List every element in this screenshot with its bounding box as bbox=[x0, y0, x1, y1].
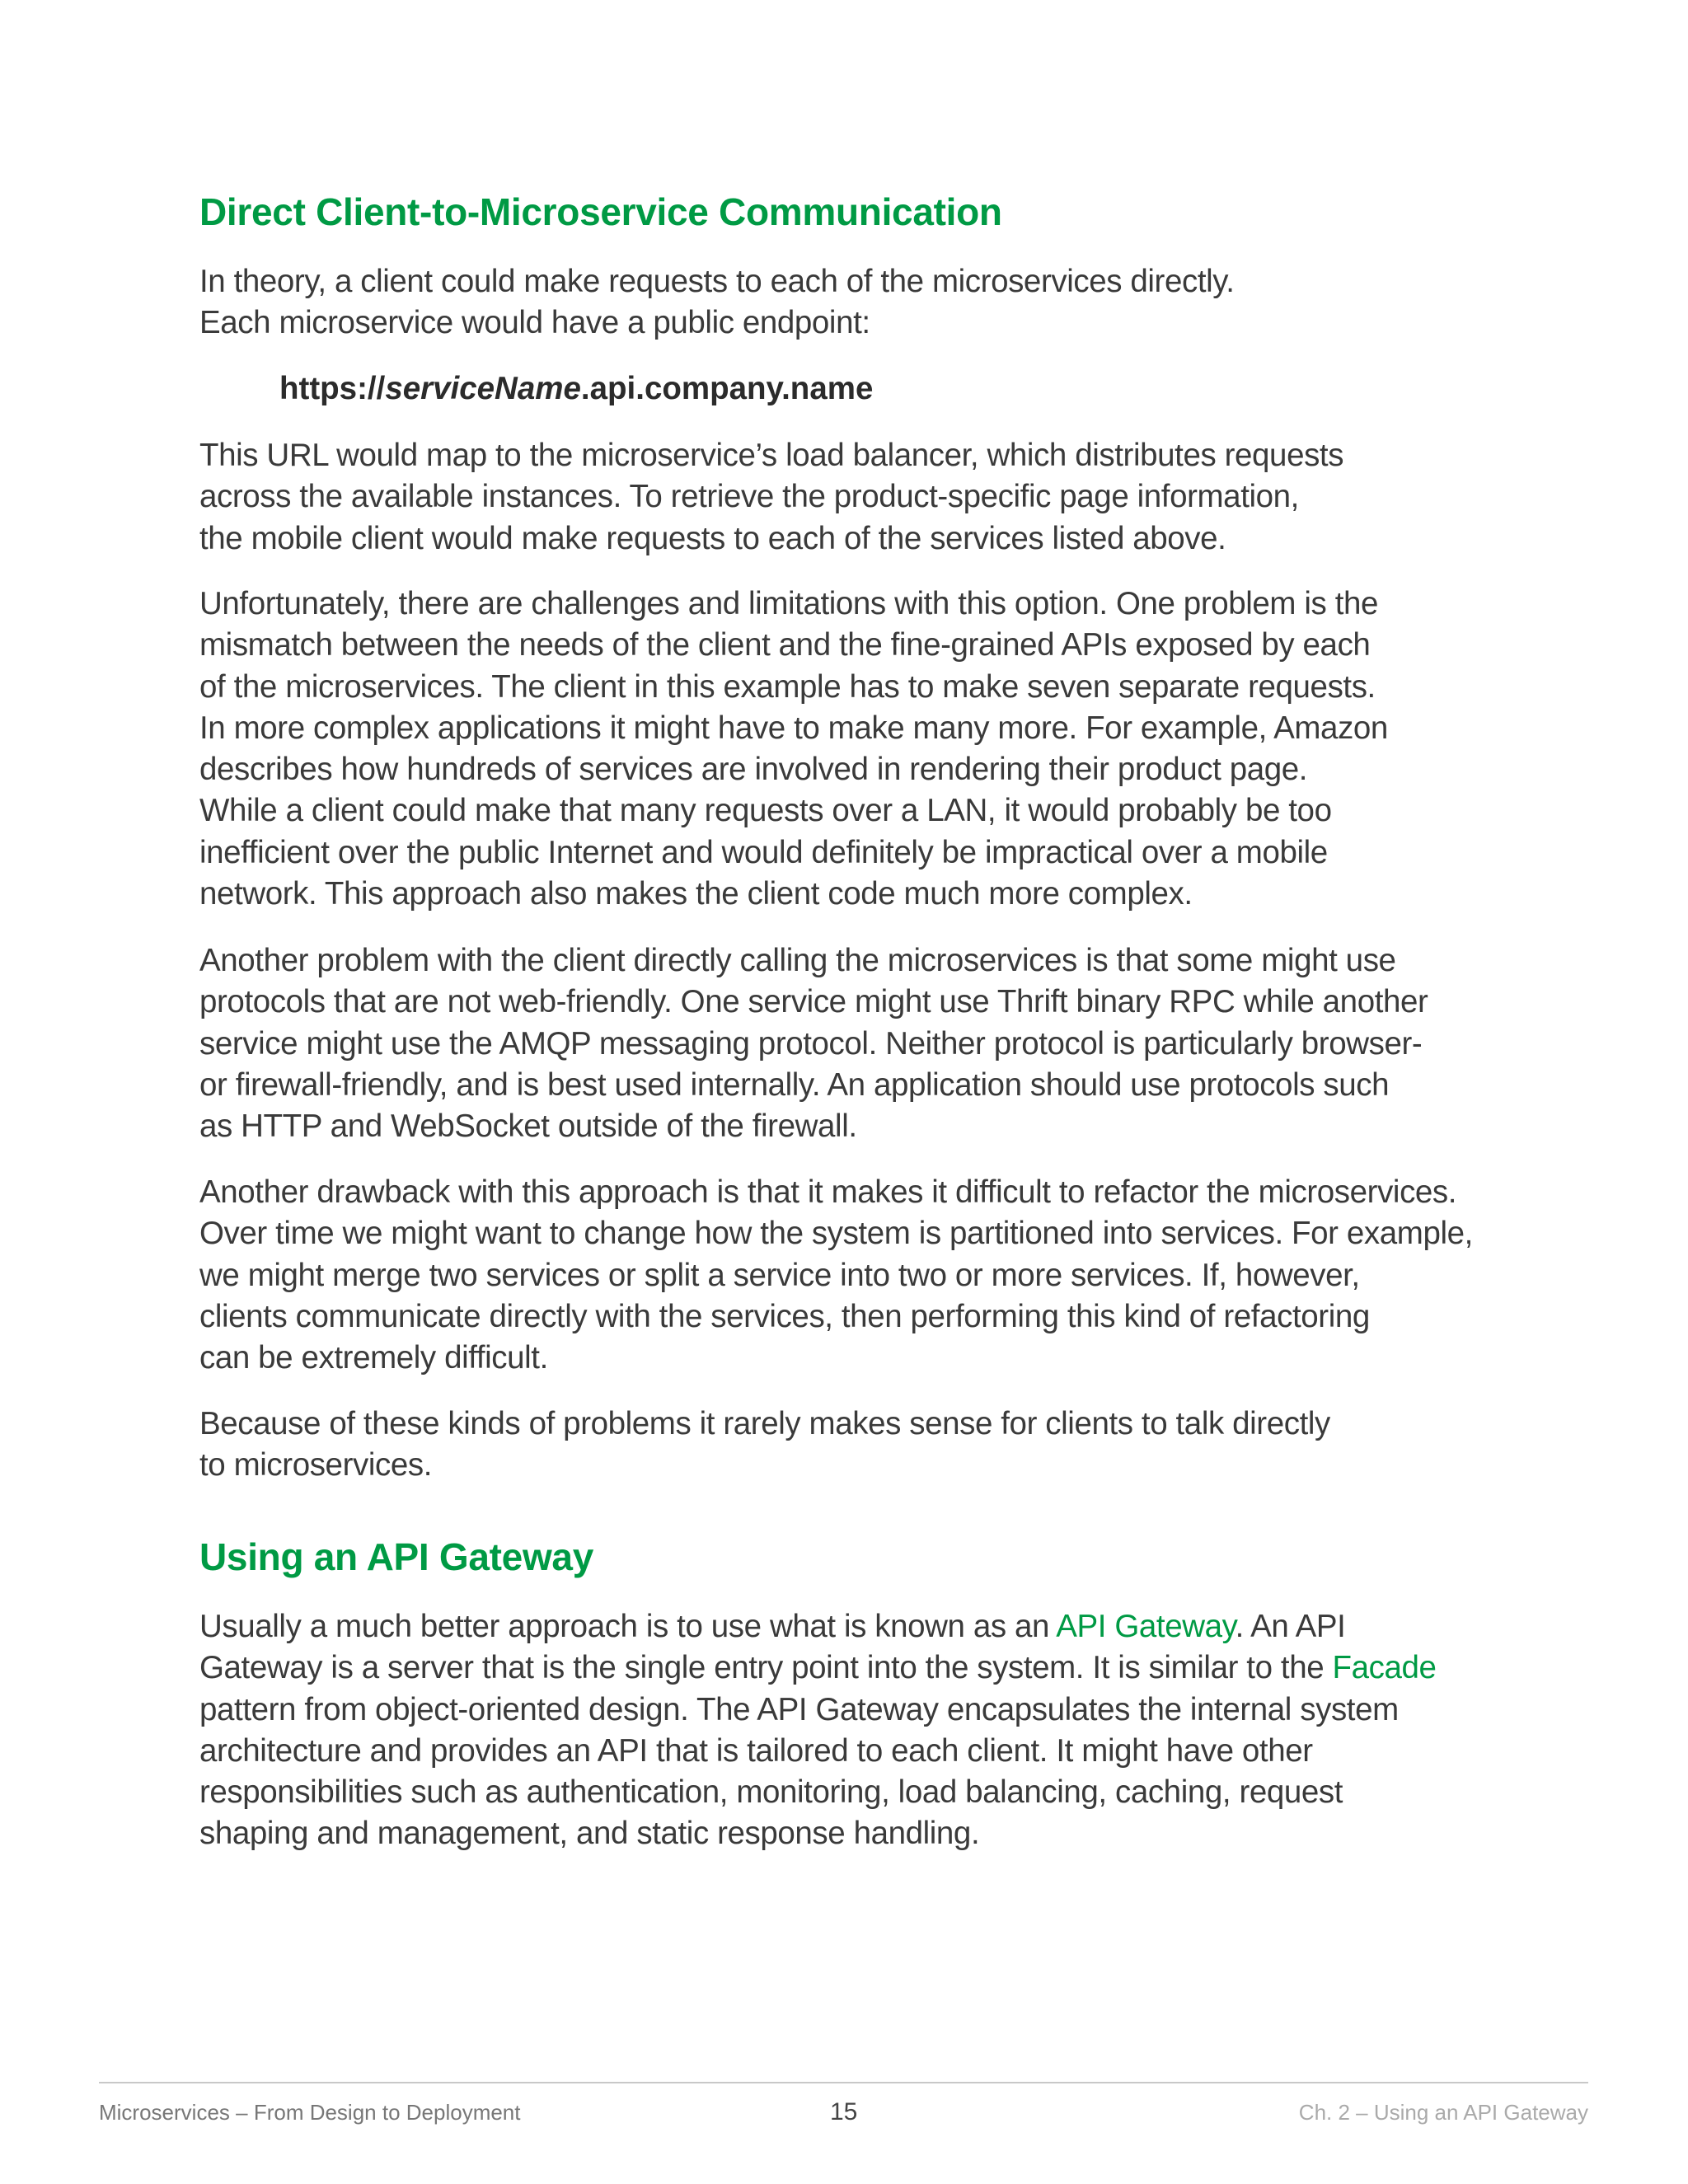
text-line: we might merge two services or split a service into two or more services. If, however, bbox=[199, 1257, 1360, 1293]
section-heading-direct-communication: Direct Client-to-Microservice Communication bbox=[199, 190, 1002, 233]
text: Usually a much better approach is to use what is known as an bbox=[199, 1609, 1057, 1644]
text-line: network. This approach also makes the client code much more complex. bbox=[199, 876, 1193, 912]
text-line: mismatch between the needs of the client and the fine-grained APIs exposed by each bbox=[199, 627, 1371, 663]
text-line: protocols that are not web-friendly. One service might use Thrift binary RPC while another bbox=[199, 984, 1428, 1020]
text: . An API bbox=[1235, 1609, 1346, 1644]
footer-divider bbox=[99, 2082, 1588, 2083]
section-heading-api-gateway: Using an API Gateway bbox=[199, 1535, 593, 1578]
text: Gateway is a server that is the single entry point into the system. It is similar to the bbox=[199, 1650, 1333, 1686]
api-gateway-link[interactable]: API Gateway bbox=[1056, 1609, 1236, 1644]
footer-chapter: Ch. 2 – Using an API Gateway bbox=[1298, 2100, 1588, 2125]
text-line: pattern from object-oriented design. The API Gateway encapsulates the internal system bbox=[199, 1691, 1399, 1727]
facade-link[interactable]: Facade bbox=[1332, 1650, 1437, 1686]
url-suffix: .api.company.name bbox=[580, 371, 874, 406]
paragraph-intro bbox=[199, 261, 1518, 344]
text-line: can be extremely difficult. bbox=[199, 1340, 548, 1376]
line bbox=[199, 1606, 1518, 1647]
text-line: inefficient over the public Internet and would definitely be impractical over a mobile bbox=[199, 834, 1328, 870]
text-line: describes how hundreds of services are involved in rendering their product page. bbox=[199, 752, 1308, 788]
text-line: Unfortunately, there are challenges and limitations with this option. One problem is the bbox=[199, 586, 1379, 621]
endpoint-url bbox=[279, 368, 873, 410]
url-service-name: serviceName bbox=[385, 371, 581, 406]
page-number: 15 bbox=[830, 2098, 858, 2125]
text-line: Because of these kinds of problems it rarely makes sense for clients to talk directly bbox=[199, 1406, 1330, 1441]
paragraph-conclusion bbox=[199, 1404, 1518, 1487]
text-line: In theory, a client could make requests to each of the microservices directly. bbox=[199, 264, 1235, 299]
text-line: In more complex applications it might have to make many more. For example, Amazon bbox=[199, 710, 1388, 746]
text-line: Another drawback with this approach is that it makes it difficult to refactor the microservices. bbox=[199, 1174, 1457, 1210]
text-line: the mobile client would make requests to each of the services listed above. bbox=[199, 520, 1226, 556]
text-line: Another problem with the client directly calling the microservices is that some might use bbox=[199, 943, 1396, 978]
paragraph-api-gateway bbox=[199, 1606, 1518, 1855]
text-line: Each microservice would have a public endpoint: bbox=[199, 305, 870, 341]
text-line: Over time we might want to change how the system is partitioned into services. For example, bbox=[199, 1216, 1473, 1252]
text-line: of the microservices. The client in this example has to make seven separate requests. bbox=[199, 668, 1376, 705]
text-line: This URL would map to the microservice’s load balancer, which distributes requests bbox=[199, 438, 1344, 473]
url-prefix: https:// bbox=[279, 371, 386, 406]
text-line: to microservices. bbox=[199, 1447, 433, 1483]
paragraph-refactoring bbox=[199, 1172, 1518, 1379]
line bbox=[199, 1647, 1518, 1689]
text-line: as HTTP and WebSocket outside of the firewall. bbox=[199, 1108, 857, 1145]
text-line: shaping and management, and static response handling. bbox=[199, 1816, 980, 1852]
text-line: or firewall-friendly, and is best used internally. An application should use protocols such bbox=[199, 1066, 1390, 1103]
text-line: clients communicate directly with the services, then performing this kind of refactoring bbox=[199, 1298, 1370, 1334]
text-line: service might use the AMQP messaging protocol. Neither protocol is particularly browser- bbox=[199, 1025, 1423, 1062]
text-line: responsibilities such as authentication, monitoring, load balancing, caching, request bbox=[199, 1774, 1343, 1811]
paragraph-challenges bbox=[199, 583, 1518, 915]
text-line: While a client could make that many requests over a LAN, it would probably be too bbox=[199, 793, 1332, 829]
text-line: across the available instances. To retrieve the product-specific page information, bbox=[199, 479, 1299, 515]
footer-book-title: Microservices – From Design to Deployment bbox=[99, 2100, 521, 2125]
paragraph-load-balancer bbox=[199, 435, 1518, 560]
paragraph-rest bbox=[199, 1690, 1518, 1855]
paragraph-protocols bbox=[199, 940, 1518, 1147]
text-line: architecture and provides an API that is tailored to each client. It might have other bbox=[199, 1732, 1313, 1769]
